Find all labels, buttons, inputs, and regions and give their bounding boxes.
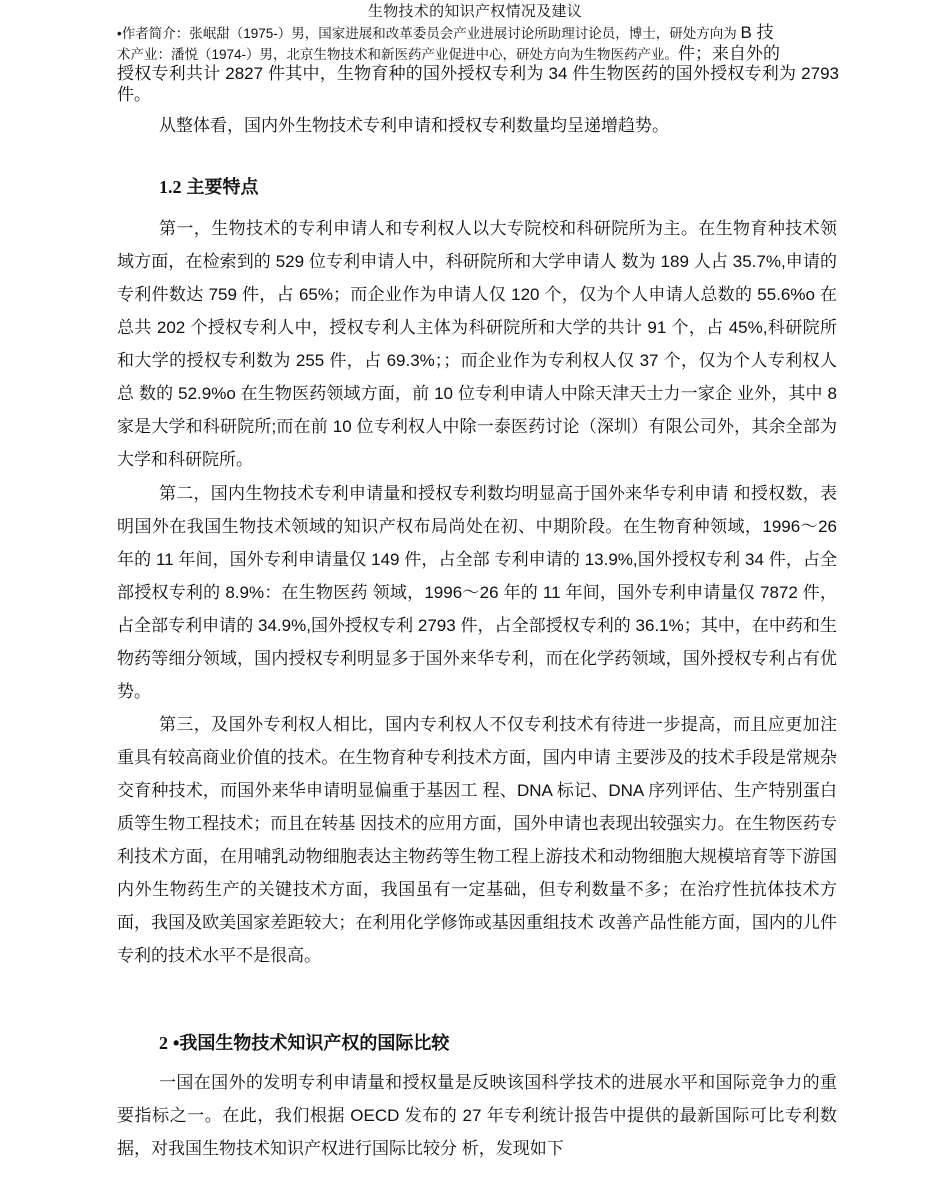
author-footnote-text-1: •作者简介：张岷甜（1975-）男，国家进展和改革委员会产业进展讨论所助理讨论员，博士，研处方向为 bbox=[117, 26, 737, 41]
section-number: 1.2 bbox=[159, 177, 182, 197]
section-title: 我国生物技术知识产权的国际比较 bbox=[179, 1033, 450, 1053]
paragraph-second-feature: 第二，国内生物技术专利申请量和授权专利数均明显高于国外来华专利申请 和授权数，表明国外在我国生物技术领域的知识产权布局尚处在初、中期阶段。在生物育种领域，1996〜26 年的 11 年间，国外专利申请量仅 149 件，占全部 专利申请的 13.9%,国外授权专利 34 件，占全部授权专利的 8.9%：在生物医药 领域，1996〜26 年的 11 年间，国外专利申请量仅 7872 件，占全部专利申请的 34.9%,国外授权专利 2793 件，占全部授权专利的 36.1%；其中，在中药和生物药等细分领域，国内授权专利明显多于国外来华专利，而在化学药领域，国外授权专利占有优势。 bbox=[117, 484, 837, 701]
section-heading-2 bbox=[159, 1031, 449, 1055]
section-bullet: • bbox=[173, 1033, 180, 1053]
section-heading-1-2 bbox=[159, 175, 259, 199]
author-footnote-line-1 bbox=[117, 23, 839, 44]
page-header-title: 生物技术的知识产权情况及建议 bbox=[367, 3, 583, 20]
section-title: 主要特点 bbox=[186, 177, 259, 197]
author-footnote-text-2: 术产业：潘悦（1974-）男，北京生物技术和新医药产业促进中心，研处方向为生物医药产业。 bbox=[117, 47, 679, 62]
section-number: 2 bbox=[159, 1033, 168, 1053]
paragraph-international-comparison: 一国在国外的发明专利申请量和授权量是反映该国科学技术的进展水平和国际竞争力的重要指标之一。在此，我们根据 OECD 发布的 27 年专利统计报告中提供的最新国际可比专利数据，对我国生物技术知识产权进行国际比较分 析，发现如下 bbox=[117, 1073, 837, 1158]
carry-over-text: 授权专利共计 2827 件其中，生物育种的国外授权专利为 34 件生物医药的国外授权专利为 2793 件。 bbox=[117, 64, 839, 104]
author-footnote-line-2 bbox=[117, 44, 839, 65]
author-footnote-tail-1: B 技 bbox=[740, 23, 774, 42]
paragraph-first-feature: 第一，生物技术的专利申请人和专利权人以大专院校和科研院所为主。在生物育种技术领域方面，在检索到的 529 位专利申请人中，科研院所和大学申请人 数为 189 人占 35.7%,申请的专利件数达 759 件，占 65%；而企业作为申请人仅 120 个，仅为个人申请人总数的 55.6%o 在总共 202 个授权专利人中，授权专利人主体为科研院所和大学的共计 91 个，占 45%,科研院所和大学的授权专利数为 255 件，占 69.3%；；而企业作为专利权人仅 37 个，仅为个人专利权人总 数的 52.9%o 在生物医药领域方面，前 10 位专利申请人中除天津天士力一家企 业外，其中 8 家是大学和科研院所;而在前 10 位专利权人中除一泰医药讨论（深圳）有限公司外，其余全部为大学和科研院所。 bbox=[117, 219, 837, 469]
author-footnote bbox=[117, 23, 839, 65]
summary-paragraph: 从整体看，国内外生物技术专利申请和授权专利数量均呈递增趋势。 bbox=[159, 116, 669, 135]
paragraph-third-feature: 第三，及国外专利权人相比，国内专利权人不仅专利技术有待进一步提高，而且应更加注重具有较高商业价值的技术。在生物育种专利技术方面，国内申请 主要涉及的技术手段是常规杂交育种技术，而国外来华申请明显偏重于基因工 程、DNA 标记、DNA 序列评估、生产特别蛋白质等生物工程技术；而且在转基 因技术的应用方面，国外申请也表现出较强实力。在生物医药专利技术方面，在用哺乳动物细胞表达主物药等生物工程上游技术和动物细胞大规模培育等下游国内外生物药生产的关键技术方面，我国虽有一定基础，但专利数量不多；在治疗性抗体技术方面，我国及欧美国家差距较大；在利用化学修饰或基因重组技术 改善产品性能方面，国内的儿件专利的技术水平不是很高。 bbox=[117, 715, 837, 965]
author-footnote-tail-2: 件；来自外的 bbox=[678, 44, 781, 63]
